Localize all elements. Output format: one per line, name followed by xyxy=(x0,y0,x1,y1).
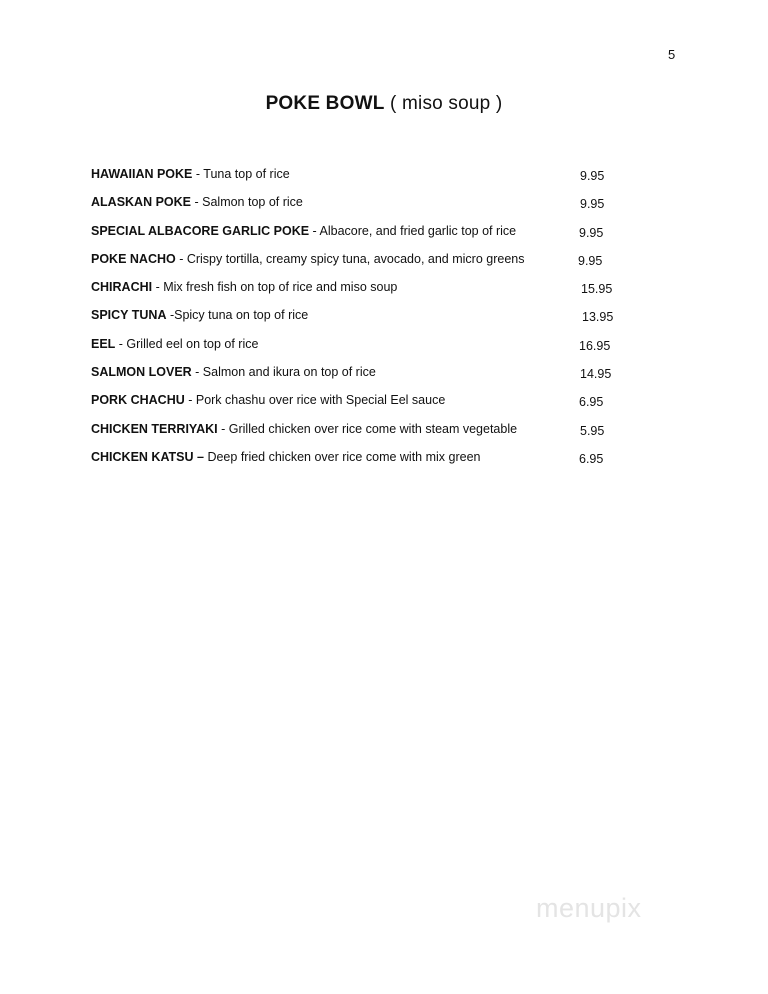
item-description: -Spicy tuna on top of rice xyxy=(166,308,309,323)
item-name: CHIRACHI xyxy=(91,280,153,295)
watermark-logo: menupix xyxy=(536,893,642,923)
item-price: 9.95 xyxy=(578,253,603,268)
item-price: 9.95 xyxy=(580,169,605,183)
menu-list xyxy=(91,165,631,476)
item-name: SALMON LOVER xyxy=(91,365,192,380)
item-price: 16.95 xyxy=(579,338,611,353)
item-price: 5.95 xyxy=(580,423,605,438)
item-name: HAWAIIAN POKE xyxy=(91,167,193,181)
item-name: PORK CHACHU xyxy=(91,393,185,408)
item-name: ALASKAN POKE xyxy=(91,195,192,210)
item-description: - Crispy tortilla, creamy spicy tuna, avocado, and micro greens xyxy=(175,251,525,266)
item-name: POKE NACHO xyxy=(91,251,176,266)
item-description: - Mix fresh fish on top of rice and miso soup xyxy=(152,280,398,295)
item-price: 14.95 xyxy=(580,367,612,382)
item-price: 13.95 xyxy=(582,310,614,325)
item-description: - Salmon and ikura on top of rice xyxy=(191,365,376,380)
menu-item xyxy=(91,335,631,363)
item-name: SPICY TUNA xyxy=(91,308,167,323)
item-price: 15.95 xyxy=(581,282,613,297)
title-subtitle: ( miso soup ) xyxy=(384,93,503,114)
menu-item xyxy=(91,363,631,391)
item-name: EEL xyxy=(91,336,116,351)
menu-item xyxy=(91,306,631,334)
item-name: CHICKEN TERRIYAKI xyxy=(91,421,218,436)
page-title xyxy=(0,93,768,115)
item-description: - Albacore, and fried garlic top of rice xyxy=(309,223,517,238)
item-description: - Salmon top of rice xyxy=(191,195,303,210)
menu-item xyxy=(91,391,631,419)
item-name: CHICKEN KATSU – xyxy=(91,449,204,464)
menu-item xyxy=(91,250,631,278)
menu-item xyxy=(91,165,631,193)
item-description: - Pork chashu over rice with Special Eel sauce xyxy=(184,393,446,408)
item-price: 9.95 xyxy=(580,197,605,212)
menu-item xyxy=(91,222,631,250)
item-name: SPECIAL ALBACORE GARLIC POKE xyxy=(91,223,310,238)
page-number: 5 xyxy=(668,47,676,62)
item-description: - Grilled eel on top of rice xyxy=(115,336,259,351)
item-price: 9.95 xyxy=(579,225,604,240)
item-price: 6.95 xyxy=(579,395,604,410)
menu-item xyxy=(91,193,631,221)
menu-item xyxy=(91,278,631,306)
item-description: Deep fried chicken over rice come with mix green xyxy=(203,449,481,464)
menu-item xyxy=(91,420,631,448)
item-description: - Tuna top of rice xyxy=(192,167,290,181)
title-main: POKE BOWL xyxy=(265,93,385,114)
item-description: - Grilled chicken over rice come with steam vegetable xyxy=(217,421,518,436)
menu-item xyxy=(91,448,631,476)
item-price: 6.95 xyxy=(579,451,604,466)
